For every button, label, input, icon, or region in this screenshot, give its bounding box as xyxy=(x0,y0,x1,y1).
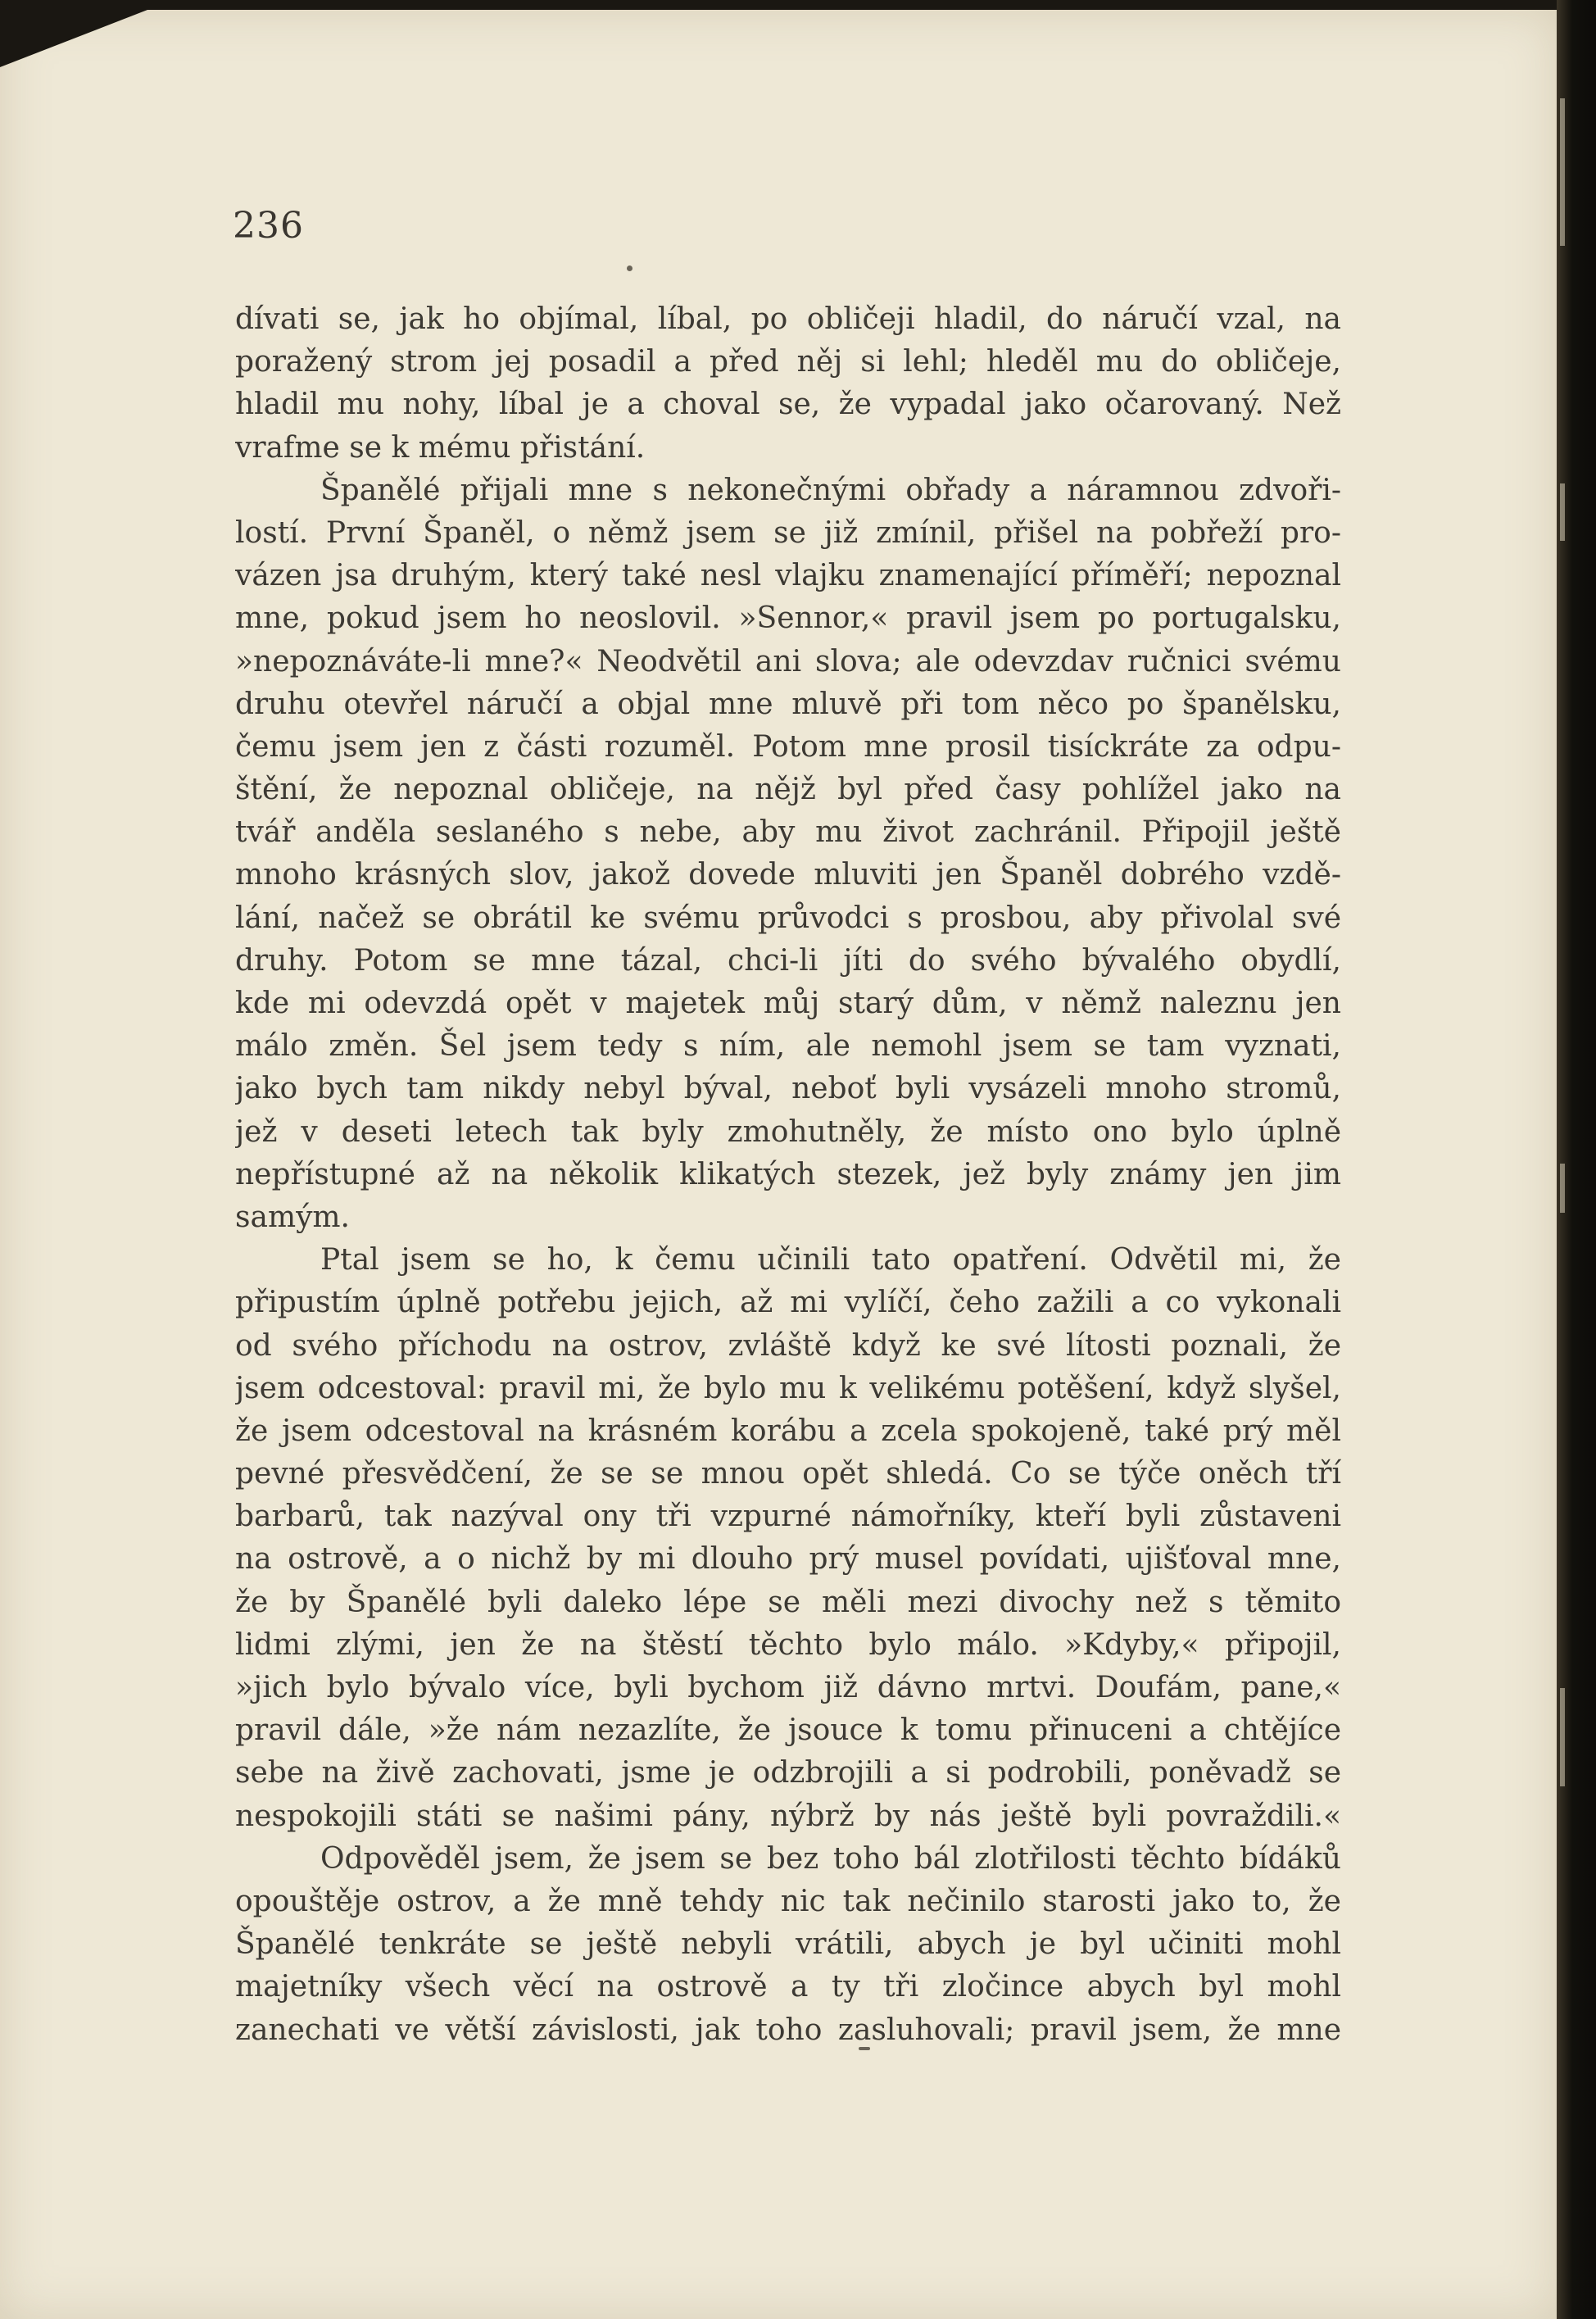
text-line: lidmi zlými, jen že na štěstí těchto bylo málo. »Kdyby,« připojil, xyxy=(235,1627,1341,1662)
text-line: připustím úplně potřebu jejich, až mi vylíčí, čeho zažili a co vykonali xyxy=(235,1286,1341,1320)
text-line: pevné přesvědčení, že se se mnou opět shledá. Co se týče oněch tří xyxy=(235,1457,1341,1491)
ink-speck xyxy=(627,265,633,271)
page-corner-fold xyxy=(0,10,147,67)
text-line: jako bych tam nikdy nebyl býval, neboť byli vysázeli mnoho stromů, xyxy=(235,1072,1341,1106)
text-line: mnoho krásných slov, jakož dovede mluviti jen Španěl dobrého vzdě- xyxy=(235,858,1341,892)
text-line: Odpověděl jsem, že jsem se bez toho bál zlotřilosti těchto bídáků xyxy=(320,1841,1341,1876)
text-line: sebe na živě zachovati, jsme je odzbrojili a si podrobili, poněvadž se xyxy=(235,1756,1341,1790)
text-line: opouštěje ostrov, a že mně tehdy nic tak nečinilo starosti jako to, že xyxy=(235,1884,1341,1918)
body-text xyxy=(235,298,1341,2052)
text-line: zanechati ve větší závislosti, jak toho zasluhovali; pravil jsem, že mne xyxy=(235,2013,1341,2047)
text-line: dívati se, jak ho objímal, líbal, po obličeji hladil, do náručí vzal, na xyxy=(235,302,1341,336)
text-line: že jsem odcestoval na krásném korábu a zcela spokojeně, také prý měl xyxy=(235,1414,1341,1448)
text-line: barbarů, tak nazýval ony tři vzpurné námořníky, kteří byli zůstaveni xyxy=(235,1500,1341,1534)
text-line: že by Španělé byli daleko lépe se měli mezi divochy než s těmito xyxy=(235,1585,1341,1619)
text-line: lání, načež se obrátil ke svému průvodci s prosbou, aby přivolal své xyxy=(235,901,1341,935)
text-line: majetníky všech věcí na ostrově a ty tři zločince abych byl mohl xyxy=(235,1970,1341,2004)
text-line: kde mi odevzdá opět v majetek můj starý dům, v němž naleznu jen xyxy=(235,987,1341,1020)
text-line: »jich bylo bývalo více, byli bychom již dávno mrtvi. Doufám, pane,« xyxy=(235,1671,1341,1704)
text-line: štění, že nepoznal obličeje, na nějž byl před časy pohlížel jako na xyxy=(235,773,1341,807)
text-line: tvář anděla seslaného s nebe, aby mu život zachránil. Připojil ještě xyxy=(235,815,1341,850)
text-line: nepřístupné až na několik klikatých stezek, jež byly známy jen jim xyxy=(235,1157,1341,1191)
text-line: pravil dále, »že nám nezazlíte, že jsouce k tomu přinuceni a chtějíce xyxy=(235,1713,1341,1748)
page-number: 236 xyxy=(233,205,304,247)
text-line: Španělé přijali mne s nekonečnými obřady a náramnou zdvoři- xyxy=(320,473,1341,507)
text-line: na ostrově, a o nichž by mi dlouho prý musel povídati, ujišťoval mne, xyxy=(235,1542,1341,1577)
text-line: Ptal jsem se ho, k čemu učinili tato opatření. Odvětil mi, že xyxy=(320,1243,1341,1277)
text-line: od svého příchodu na ostrov, zvláště když ke své lítosti poznali, že xyxy=(235,1328,1341,1363)
ink-speck xyxy=(859,2047,870,2050)
text-line: samým. xyxy=(235,1200,350,1234)
text-line: jež v deseti letech tak byly zmohutněly, že místo ono bylo úplně xyxy=(235,1114,1341,1149)
text-line: málo změn. Šel jsem tedy s ním, ale nemohl jsem se tam vyznati, xyxy=(235,1029,1341,1064)
text-line: vázen jsa druhým, který také nesl vlajku znamenající příměří; nepoznal xyxy=(235,559,1341,593)
text-line: Španělé tenkráte se ještě nebyli vrátili, abych je byl učiniti mohl xyxy=(235,1927,1341,1962)
text-line: nespokojili státi se našimi pány, nýbrž by nás ještě byli povraždili.« xyxy=(235,1799,1341,1833)
text-line: mne, pokud jsem ho neoslovil. »Sennor,« pravil jsem po portugalsku, xyxy=(235,601,1341,636)
page-edge-shadow xyxy=(1557,0,1596,2319)
text-line: čemu jsem jen z části rozuměl. Potom mne prosil tisíckráte za odpu- xyxy=(235,729,1341,764)
text-line: »nepoznáváte-li mne?« Neodvětil ani slova; ale odevzdav ručnici svému xyxy=(235,644,1341,678)
text-line: vrafme se k mému přistání. xyxy=(235,430,646,465)
text-line: poražený strom jej posadil a před něj si lehl; hleděl mu do obličeje, xyxy=(235,345,1341,379)
text-line: druhy. Potom se mne tázal, chci-li jíti do svého bývalého obydlí, xyxy=(235,943,1341,978)
text-line: lostí. První Španěl, o němž jsem se již zmínil, přišel na pobřeží pro- xyxy=(235,515,1341,550)
text-line: hladil mu nohy, líbal je a choval se, že vypadal jako očarovaný. Než xyxy=(235,388,1341,422)
text-line: jsem odcestoval: pravil mi, že bylo mu k velikému potěšení, když slyšel, xyxy=(235,1371,1341,1405)
book-page xyxy=(0,10,1557,2319)
text-line: druhu otevřel náručí a objal mne mluvě při tom něco po španělsku, xyxy=(235,687,1341,721)
